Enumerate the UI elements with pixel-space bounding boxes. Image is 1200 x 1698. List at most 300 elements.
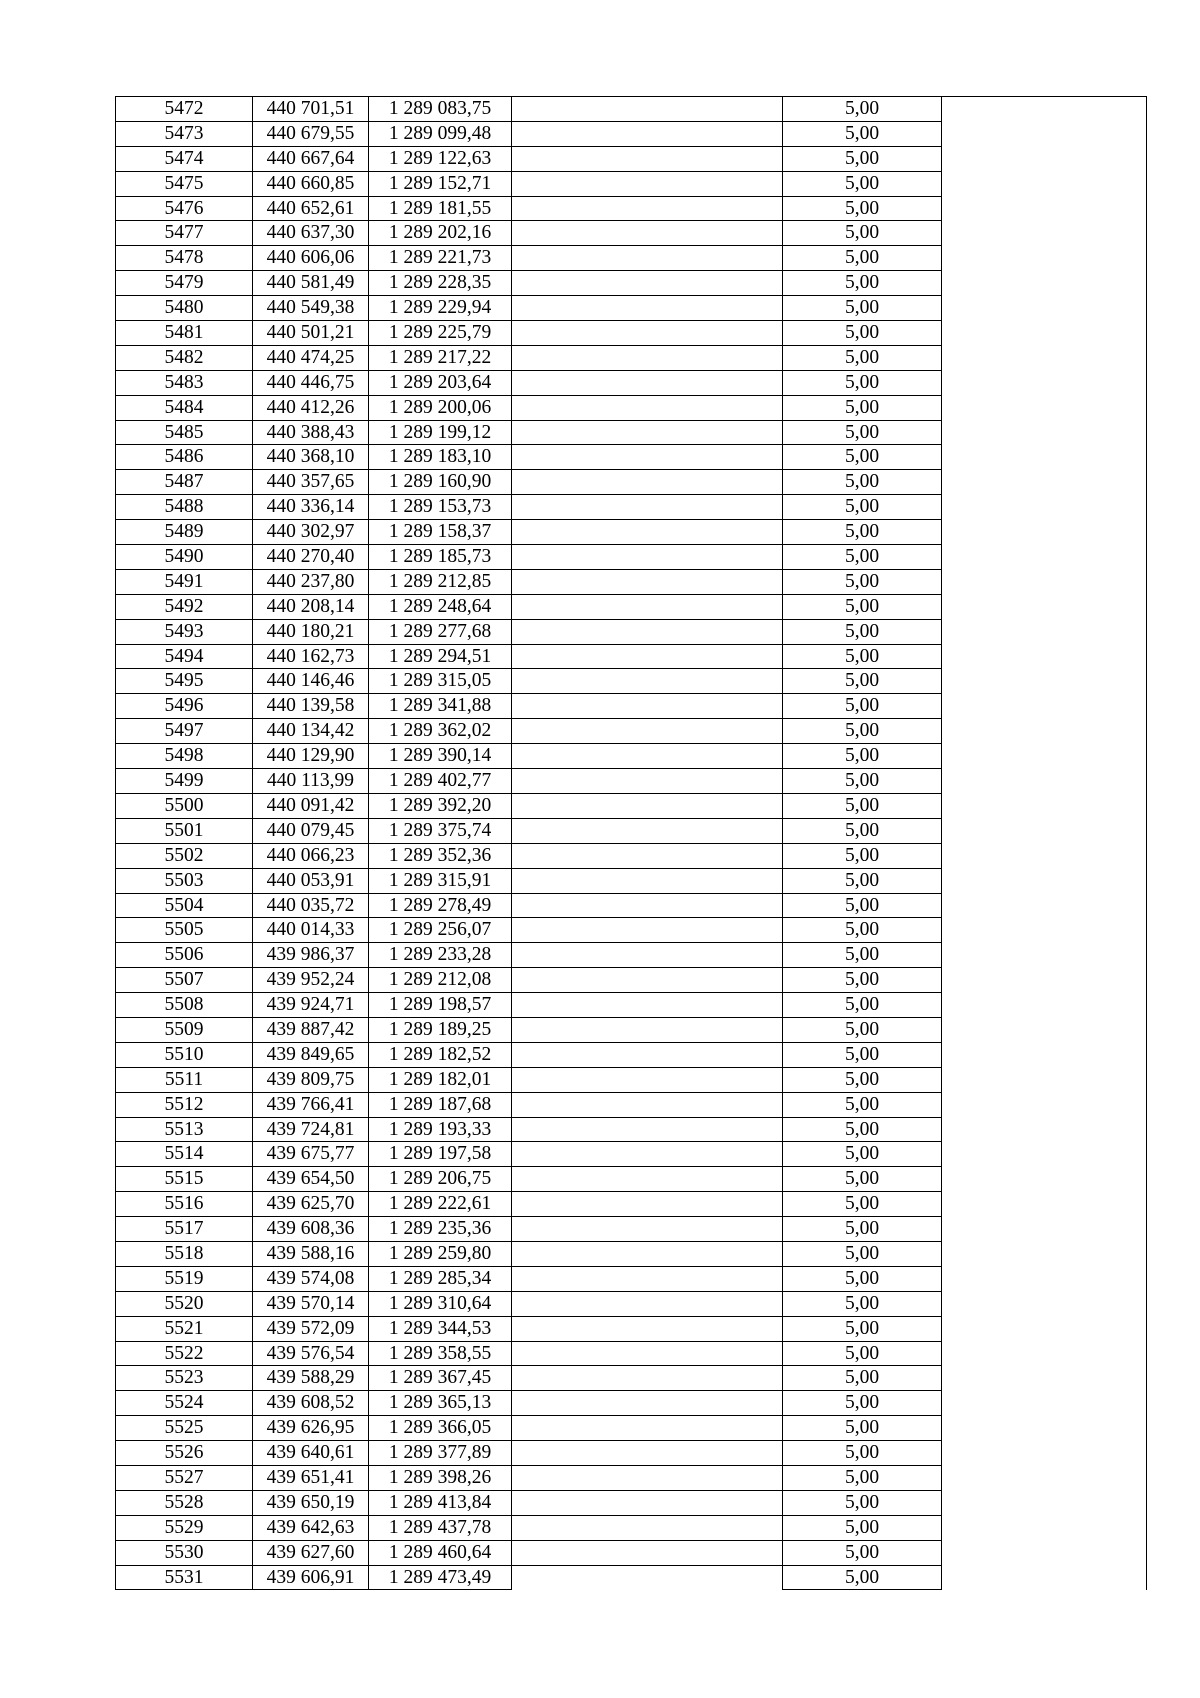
point-number-cell: 5482	[116, 346, 253, 371]
empty-cell	[942, 371, 1144, 396]
x-coordinate-cell: 440 139,58	[253, 694, 369, 719]
empty-cell	[512, 1342, 783, 1367]
empty-cell	[942, 545, 1144, 570]
y-coordinate-cell: 1 289 122,63	[369, 147, 512, 172]
point-number-cell: 5510	[116, 1043, 253, 1068]
empty-cell	[942, 1441, 1144, 1466]
point-number-cell: 5492	[116, 595, 253, 620]
y-coordinate-cell: 1 289 437,78	[369, 1516, 512, 1541]
point-number-cell: 5516	[116, 1192, 253, 1217]
empty-cell	[942, 520, 1144, 545]
x-coordinate-cell: 440 357,65	[253, 470, 369, 495]
table-row	[116, 1043, 1146, 1068]
y-coordinate-cell: 1 289 277,68	[369, 620, 512, 645]
table-row	[116, 819, 1146, 844]
y-coordinate-cell: 1 289 390,14	[369, 744, 512, 769]
point-number-cell: 5493	[116, 620, 253, 645]
empty-cell	[512, 1142, 783, 1167]
empty-cell	[512, 1366, 783, 1391]
y-coordinate-cell: 1 289 158,37	[369, 520, 512, 545]
x-coordinate-cell: 440 667,64	[253, 147, 369, 172]
value-cell: 5,00	[783, 371, 942, 396]
table-row	[116, 769, 1146, 794]
empty-cell	[942, 321, 1144, 346]
empty-cell	[512, 1441, 783, 1466]
empty-cell	[942, 1217, 1144, 1242]
y-coordinate-cell: 1 289 198,57	[369, 993, 512, 1018]
y-coordinate-cell: 1 289 392,20	[369, 794, 512, 819]
point-number-cell: 5525	[116, 1416, 253, 1441]
x-coordinate-cell: 439 640,61	[253, 1441, 369, 1466]
empty-cell	[942, 669, 1144, 694]
y-coordinate-cell: 1 289 375,74	[369, 819, 512, 844]
y-coordinate-cell: 1 289 160,90	[369, 470, 512, 495]
empty-cell	[512, 1541, 783, 1566]
empty-cell	[512, 197, 783, 222]
value-cell: 5,00	[783, 1416, 942, 1441]
table-row	[116, 1566, 1146, 1591]
point-number-cell: 5528	[116, 1491, 253, 1516]
empty-cell	[942, 844, 1144, 869]
value-cell: 5,00	[783, 570, 942, 595]
empty-cell	[512, 968, 783, 993]
empty-cell	[512, 271, 783, 296]
x-coordinate-cell: 439 606,91	[253, 1566, 369, 1591]
table-row	[116, 1391, 1146, 1416]
empty-cell	[942, 197, 1144, 222]
table-row	[116, 1416, 1146, 1441]
empty-cell	[942, 1267, 1144, 1292]
table-row	[116, 1192, 1146, 1217]
empty-cell	[942, 1541, 1144, 1566]
value-cell: 5,00	[783, 296, 942, 321]
y-coordinate-cell: 1 289 183,10	[369, 445, 512, 470]
table-row	[116, 421, 1146, 446]
empty-cell	[512, 1167, 783, 1192]
value-cell: 5,00	[783, 1516, 942, 1541]
table-row	[116, 943, 1146, 968]
table-row	[116, 1342, 1146, 1367]
x-coordinate-cell: 439 588,29	[253, 1366, 369, 1391]
point-number-cell: 5499	[116, 769, 253, 794]
empty-cell	[512, 1118, 783, 1143]
table-row	[116, 744, 1146, 769]
empty-cell	[942, 271, 1144, 296]
empty-cell	[942, 1192, 1144, 1217]
value-cell: 5,00	[783, 470, 942, 495]
empty-cell	[512, 918, 783, 943]
empty-cell	[512, 1566, 783, 1591]
empty-cell	[512, 993, 783, 1018]
value-cell: 5,00	[783, 147, 942, 172]
value-cell: 5,00	[783, 993, 942, 1018]
value-cell: 5,00	[783, 321, 942, 346]
point-number-cell: 5521	[116, 1317, 253, 1342]
point-number-cell: 5472	[116, 97, 253, 122]
y-coordinate-cell: 1 289 187,68	[369, 1093, 512, 1118]
empty-cell	[512, 445, 783, 470]
table-row	[116, 1292, 1146, 1317]
table-row	[116, 694, 1146, 719]
empty-cell	[942, 1068, 1144, 1093]
point-number-cell: 5503	[116, 869, 253, 894]
empty-cell	[512, 1018, 783, 1043]
point-number-cell: 5487	[116, 470, 253, 495]
empty-cell	[512, 545, 783, 570]
x-coordinate-cell: 440 336,14	[253, 495, 369, 520]
table-row	[116, 147, 1146, 172]
point-number-cell: 5518	[116, 1242, 253, 1267]
x-coordinate-cell: 439 627,60	[253, 1541, 369, 1566]
empty-cell	[942, 470, 1144, 495]
y-coordinate-cell: 1 289 182,52	[369, 1043, 512, 1068]
empty-cell	[512, 669, 783, 694]
x-coordinate-cell: 440 208,14	[253, 595, 369, 620]
y-coordinate-cell: 1 289 181,55	[369, 197, 512, 222]
x-coordinate-cell: 439 651,41	[253, 1466, 369, 1491]
empty-cell	[942, 819, 1144, 844]
x-coordinate-cell: 439 572,09	[253, 1317, 369, 1342]
y-coordinate-cell: 1 289 367,45	[369, 1366, 512, 1391]
y-coordinate-cell: 1 289 358,55	[369, 1342, 512, 1367]
x-coordinate-cell: 440 053,91	[253, 869, 369, 894]
y-coordinate-cell: 1 289 362,02	[369, 719, 512, 744]
table-row	[116, 1267, 1146, 1292]
value-cell: 5,00	[783, 1267, 942, 1292]
empty-cell	[512, 1466, 783, 1491]
table-row	[116, 1068, 1146, 1093]
y-coordinate-cell: 1 289 285,34	[369, 1267, 512, 1292]
empty-cell	[512, 1093, 783, 1118]
value-cell: 5,00	[783, 271, 942, 296]
point-number-cell: 5522	[116, 1342, 253, 1367]
table-row	[116, 445, 1146, 470]
point-number-cell: 5520	[116, 1292, 253, 1317]
y-coordinate-cell: 1 289 193,33	[369, 1118, 512, 1143]
table-row	[116, 97, 1146, 122]
empty-cell	[512, 97, 783, 122]
empty-cell	[942, 595, 1144, 620]
empty-cell	[512, 495, 783, 520]
value-cell: 5,00	[783, 1118, 942, 1143]
point-number-cell: 5517	[116, 1217, 253, 1242]
value-cell: 5,00	[783, 620, 942, 645]
empty-cell	[942, 943, 1144, 968]
empty-cell	[942, 122, 1144, 147]
table-row	[116, 669, 1146, 694]
y-coordinate-cell: 1 289 228,35	[369, 271, 512, 296]
value-cell: 5,00	[783, 744, 942, 769]
x-coordinate-cell: 440 388,43	[253, 421, 369, 446]
x-coordinate-cell: 439 924,71	[253, 993, 369, 1018]
empty-cell	[512, 1491, 783, 1516]
empty-cell	[942, 620, 1144, 645]
y-coordinate-cell: 1 289 206,75	[369, 1167, 512, 1192]
y-coordinate-cell: 1 289 294,51	[369, 645, 512, 670]
value-cell: 5,00	[783, 694, 942, 719]
y-coordinate-cell: 1 289 197,58	[369, 1142, 512, 1167]
point-number-cell: 5497	[116, 719, 253, 744]
point-number-cell: 5498	[116, 744, 253, 769]
table-row	[116, 645, 1146, 670]
empty-cell	[942, 744, 1144, 769]
value-cell: 5,00	[783, 445, 942, 470]
empty-cell	[512, 147, 783, 172]
y-coordinate-cell: 1 289 352,36	[369, 844, 512, 869]
point-number-cell: 5483	[116, 371, 253, 396]
table-row	[116, 1491, 1146, 1516]
x-coordinate-cell: 439 588,16	[253, 1242, 369, 1267]
table-row	[116, 197, 1146, 222]
table-row	[116, 595, 1146, 620]
coordinates-table	[115, 96, 1147, 1590]
y-coordinate-cell: 1 289 200,06	[369, 396, 512, 421]
table-row	[116, 172, 1146, 197]
x-coordinate-cell: 439 625,70	[253, 1192, 369, 1217]
table-row	[116, 1093, 1146, 1118]
empty-cell	[942, 894, 1144, 919]
empty-cell	[942, 1093, 1144, 1118]
point-number-cell: 5490	[116, 545, 253, 570]
value-cell: 5,00	[783, 669, 942, 694]
table-row	[116, 1142, 1146, 1167]
point-number-cell: 5478	[116, 246, 253, 271]
x-coordinate-cell: 440 606,06	[253, 246, 369, 271]
empty-cell	[942, 645, 1144, 670]
point-number-cell: 5526	[116, 1441, 253, 1466]
point-number-cell: 5484	[116, 396, 253, 421]
empty-cell	[512, 396, 783, 421]
empty-cell	[512, 321, 783, 346]
value-cell: 5,00	[783, 769, 942, 794]
point-number-cell: 5491	[116, 570, 253, 595]
empty-cell	[942, 1366, 1144, 1391]
table-row	[116, 520, 1146, 545]
empty-cell	[512, 769, 783, 794]
y-coordinate-cell: 1 289 153,73	[369, 495, 512, 520]
point-number-cell: 5506	[116, 943, 253, 968]
table-row	[116, 346, 1146, 371]
x-coordinate-cell: 439 608,52	[253, 1391, 369, 1416]
x-coordinate-cell: 440 446,75	[253, 371, 369, 396]
x-coordinate-cell: 440 660,85	[253, 172, 369, 197]
y-coordinate-cell: 1 289 203,64	[369, 371, 512, 396]
empty-cell	[942, 694, 1144, 719]
empty-cell	[512, 1317, 783, 1342]
x-coordinate-cell: 440 066,23	[253, 844, 369, 869]
value-cell: 5,00	[783, 122, 942, 147]
point-number-cell: 5485	[116, 421, 253, 446]
empty-cell	[512, 1043, 783, 1068]
empty-cell	[942, 794, 1144, 819]
point-number-cell: 5474	[116, 147, 253, 172]
y-coordinate-cell: 1 289 341,88	[369, 694, 512, 719]
y-coordinate-cell: 1 289 315,91	[369, 869, 512, 894]
y-coordinate-cell: 1 289 413,84	[369, 1491, 512, 1516]
value-cell: 5,00	[783, 1292, 942, 1317]
value-cell: 5,00	[783, 97, 942, 122]
x-coordinate-cell: 439 986,37	[253, 943, 369, 968]
table-row	[116, 1167, 1146, 1192]
empty-cell	[512, 694, 783, 719]
y-coordinate-cell: 1 289 377,89	[369, 1441, 512, 1466]
x-coordinate-cell: 439 952,24	[253, 968, 369, 993]
empty-cell	[512, 1242, 783, 1267]
point-number-cell: 5502	[116, 844, 253, 869]
value-cell: 5,00	[783, 1566, 942, 1591]
value-cell: 5,00	[783, 545, 942, 570]
y-coordinate-cell: 1 289 225,79	[369, 321, 512, 346]
table-row	[116, 495, 1146, 520]
value-cell: 5,00	[783, 968, 942, 993]
y-coordinate-cell: 1 289 259,80	[369, 1242, 512, 1267]
empty-cell	[512, 719, 783, 744]
y-coordinate-cell: 1 289 248,64	[369, 595, 512, 620]
point-number-cell: 5495	[116, 669, 253, 694]
value-cell: 5,00	[783, 1466, 942, 1491]
x-coordinate-cell: 440 035,72	[253, 894, 369, 919]
x-coordinate-cell: 440 237,80	[253, 570, 369, 595]
table-row	[116, 1516, 1146, 1541]
x-coordinate-cell: 439 642,63	[253, 1516, 369, 1541]
empty-cell	[512, 844, 783, 869]
x-coordinate-cell: 439 675,77	[253, 1142, 369, 1167]
value-cell: 5,00	[783, 1541, 942, 1566]
table-row	[116, 246, 1146, 271]
empty-cell	[942, 719, 1144, 744]
value-cell: 5,00	[783, 1491, 942, 1516]
point-number-cell: 5523	[116, 1366, 253, 1391]
point-number-cell: 5494	[116, 645, 253, 670]
value-cell: 5,00	[783, 1093, 942, 1118]
y-coordinate-cell: 1 289 189,25	[369, 1018, 512, 1043]
empty-cell	[942, 1167, 1144, 1192]
empty-cell	[512, 1416, 783, 1441]
point-number-cell: 5480	[116, 296, 253, 321]
x-coordinate-cell: 439 650,19	[253, 1491, 369, 1516]
value-cell: 5,00	[783, 495, 942, 520]
point-number-cell: 5486	[116, 445, 253, 470]
empty-cell	[942, 1566, 1144, 1591]
table-row	[116, 1118, 1146, 1143]
x-coordinate-cell: 440 637,30	[253, 221, 369, 246]
empty-cell	[512, 246, 783, 271]
y-coordinate-cell: 1 289 398,26	[369, 1466, 512, 1491]
value-cell: 5,00	[783, 819, 942, 844]
y-coordinate-cell: 1 289 233,28	[369, 943, 512, 968]
y-coordinate-cell: 1 289 229,94	[369, 296, 512, 321]
point-number-cell: 5496	[116, 694, 253, 719]
y-coordinate-cell: 1 289 365,13	[369, 1391, 512, 1416]
table-row	[116, 545, 1146, 570]
x-coordinate-cell: 439 608,36	[253, 1217, 369, 1242]
value-cell: 5,00	[783, 246, 942, 271]
x-coordinate-cell: 440 652,61	[253, 197, 369, 222]
empty-cell	[512, 570, 783, 595]
table-row	[116, 271, 1146, 296]
empty-cell	[512, 172, 783, 197]
x-coordinate-cell: 440 129,90	[253, 744, 369, 769]
y-coordinate-cell: 1 289 460,64	[369, 1541, 512, 1566]
empty-cell	[942, 246, 1144, 271]
value-cell: 5,00	[783, 1043, 942, 1068]
table-row	[116, 321, 1146, 346]
y-coordinate-cell: 1 289 099,48	[369, 122, 512, 147]
value-cell: 5,00	[783, 346, 942, 371]
value-cell: 5,00	[783, 918, 942, 943]
empty-cell	[512, 819, 783, 844]
table-row	[116, 918, 1146, 943]
value-cell: 5,00	[783, 421, 942, 446]
value-cell: 5,00	[783, 844, 942, 869]
x-coordinate-cell: 440 412,26	[253, 396, 369, 421]
x-coordinate-cell: 440 701,51	[253, 97, 369, 122]
x-coordinate-cell: 439 654,50	[253, 1167, 369, 1192]
empty-cell	[512, 1267, 783, 1292]
x-coordinate-cell: 440 581,49	[253, 271, 369, 296]
empty-cell	[512, 221, 783, 246]
value-cell: 5,00	[783, 869, 942, 894]
empty-cell	[942, 495, 1144, 520]
y-coordinate-cell: 1 289 473,49	[369, 1566, 512, 1591]
value-cell: 5,00	[783, 396, 942, 421]
x-coordinate-cell: 440 079,45	[253, 819, 369, 844]
table-row	[116, 1466, 1146, 1491]
value-cell: 5,00	[783, 894, 942, 919]
value-cell: 5,00	[783, 1167, 942, 1192]
y-coordinate-cell: 1 289 235,36	[369, 1217, 512, 1242]
point-number-cell: 5513	[116, 1118, 253, 1143]
empty-cell	[512, 1068, 783, 1093]
point-number-cell: 5477	[116, 221, 253, 246]
table-row	[116, 470, 1146, 495]
point-number-cell: 5509	[116, 1018, 253, 1043]
y-coordinate-cell: 1 289 310,64	[369, 1292, 512, 1317]
table-row	[116, 221, 1146, 246]
empty-cell	[512, 645, 783, 670]
value-cell: 5,00	[783, 1366, 942, 1391]
empty-cell	[512, 470, 783, 495]
x-coordinate-cell: 439 766,41	[253, 1093, 369, 1118]
empty-cell	[512, 620, 783, 645]
empty-cell	[942, 968, 1144, 993]
x-coordinate-cell: 440 549,38	[253, 296, 369, 321]
value-cell: 5,00	[783, 719, 942, 744]
y-coordinate-cell: 1 289 221,73	[369, 246, 512, 271]
point-number-cell: 5514	[116, 1142, 253, 1167]
point-number-cell: 5504	[116, 894, 253, 919]
y-coordinate-cell: 1 289 256,07	[369, 918, 512, 943]
value-cell: 5,00	[783, 1391, 942, 1416]
value-cell: 5,00	[783, 197, 942, 222]
empty-cell	[942, 570, 1144, 595]
table-row	[116, 993, 1146, 1018]
x-coordinate-cell: 440 014,33	[253, 918, 369, 943]
y-coordinate-cell: 1 289 202,16	[369, 221, 512, 246]
point-number-cell: 5508	[116, 993, 253, 1018]
y-coordinate-cell: 1 289 222,61	[369, 1192, 512, 1217]
empty-cell	[942, 1043, 1144, 1068]
value-cell: 5,00	[783, 172, 942, 197]
empty-cell	[512, 122, 783, 147]
empty-cell	[942, 1516, 1144, 1541]
value-cell: 5,00	[783, 1441, 942, 1466]
y-coordinate-cell: 1 289 217,22	[369, 346, 512, 371]
empty-cell	[942, 993, 1144, 1018]
empty-cell	[512, 520, 783, 545]
table-row	[116, 1217, 1146, 1242]
empty-cell	[942, 769, 1144, 794]
